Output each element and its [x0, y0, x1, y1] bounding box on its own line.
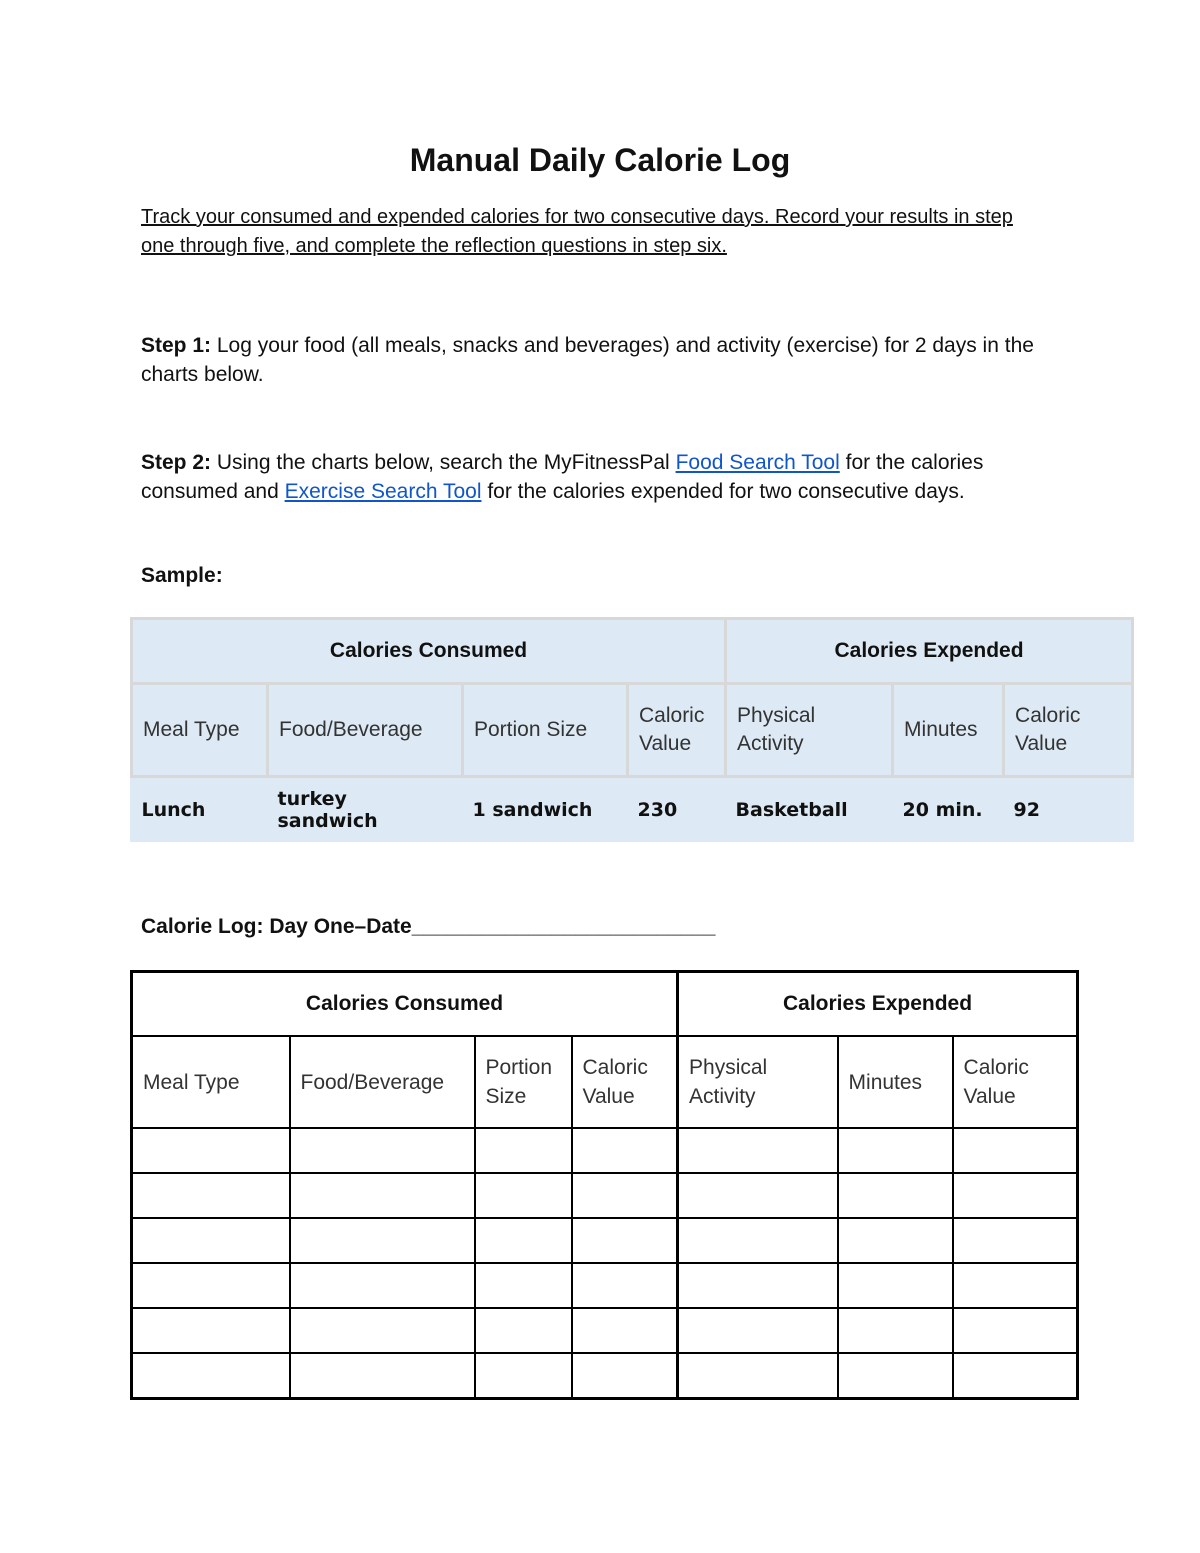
log-entry-cell[interactable] [838, 1218, 953, 1263]
step-2 [141, 448, 1061, 506]
step-2-text-a: Using the charts below, search the MyFitnessPal [211, 451, 676, 474]
log-entry-cell[interactable] [572, 1308, 678, 1353]
step-2-text-c: for the calories expended for two consecutive days. [481, 480, 965, 503]
log-entry-cell[interactable] [678, 1173, 838, 1218]
log-entry-cell[interactable] [290, 1353, 475, 1399]
log-entry-cell[interactable] [290, 1173, 475, 1218]
log-entry-cell[interactable] [838, 1128, 953, 1173]
log-entry-cell[interactable] [132, 1128, 290, 1173]
log-entry-row [132, 1308, 1078, 1353]
log-entry-cell[interactable] [290, 1308, 475, 1353]
log-entry-cell[interactable] [572, 1353, 678, 1399]
step-1-text: Log your food (all meals, snacks and beverages) and activity (exercise) for 2 days in the charts below. [141, 334, 1034, 386]
log-entry-cell[interactable] [475, 1353, 572, 1399]
log-entry-cell[interactable] [953, 1173, 1078, 1218]
log-col-caloric-value: Caloric Value [572, 1036, 678, 1128]
log-entry-cell[interactable] [953, 1218, 1078, 1263]
sample-col-meal-type: Meal Type [132, 684, 268, 777]
step-1-label: Step 1: [141, 334, 212, 357]
day-one-label: Calorie Log: Day One–Date__________________________ [141, 915, 716, 938]
log-entry-cell[interactable] [475, 1308, 572, 1353]
log-entry-cell[interactable] [475, 1218, 572, 1263]
sample-cell-caloric-value-expended: 92 [1013, 799, 1040, 821]
sample-label: Sample: [141, 564, 223, 587]
log-entry-cell[interactable] [838, 1308, 953, 1353]
log-entry-cell[interactable] [572, 1173, 678, 1218]
food-search-tool-link[interactable]: Food Search Tool [675, 451, 840, 474]
log-entry-cell[interactable] [475, 1173, 572, 1218]
log-col-food-beverage: Food/Beverage [290, 1036, 475, 1128]
sample-cell-food-beverage: turkey sandwich [277, 788, 378, 832]
log-entry-cell[interactable] [290, 1263, 475, 1308]
log-entry-cell[interactable] [678, 1263, 838, 1308]
sample-cell-physical-activity: Basketball [735, 799, 848, 821]
sample-col-physical-activity: Physical Activity [726, 684, 893, 777]
sample-col-caloric-value: Caloric Value [628, 684, 726, 777]
log-entry-cell[interactable] [132, 1263, 290, 1308]
intro-text: Track your consumed and expended calories for two consecutive days. Record your results in step one through five, and complete the reflection questions in step six. [141, 206, 1013, 257]
exercise-search-tool-link[interactable]: Exercise Search Tool [284, 480, 482, 503]
log-entry-cell[interactable] [953, 1263, 1078, 1308]
log-entry-row [132, 1218, 1078, 1263]
page-title: Manual Daily Calorie Log [409, 142, 791, 178]
log-entry-cell[interactable] [838, 1263, 953, 1308]
log-entry-row [132, 1173, 1078, 1218]
log-entry-cell[interactable] [678, 1128, 838, 1173]
log-entry-cell[interactable] [290, 1128, 475, 1173]
log-header-expended: Calories Expended [678, 972, 1078, 1037]
log-col-meal-type: Meal Type [132, 1036, 290, 1128]
step-2-label: Step 2: [141, 451, 212, 474]
log-entry-cell[interactable] [953, 1128, 1078, 1173]
sample-cell-portion-size: 1 sandwich [472, 799, 593, 821]
sample-col-portion-size: Portion Size [463, 684, 628, 777]
sample-cell-meal-type: Lunch [141, 799, 206, 821]
log-entry-cell[interactable] [838, 1353, 953, 1399]
log-entry-cell[interactable] [678, 1218, 838, 1263]
day-one-log-table [130, 970, 1079, 1400]
log-header-consumed: Calories Consumed [132, 972, 678, 1037]
sample-header-expended: Calories Expended [726, 619, 1133, 684]
log-entry-cell[interactable] [678, 1308, 838, 1353]
log-col-minutes: Minutes [838, 1036, 953, 1128]
step-1 [141, 331, 1061, 389]
log-entry-cell[interactable] [953, 1308, 1078, 1353]
log-entry-row [132, 1128, 1078, 1173]
log-entry-cell[interactable] [572, 1128, 678, 1173]
log-col-portion-size: Portion Size [475, 1036, 572, 1128]
sample-col-food-beverage: Food/Beverage [268, 684, 463, 777]
sample-header-consumed: Calories Consumed [132, 619, 726, 684]
log-entry-cell[interactable] [838, 1173, 953, 1218]
step-2-text-b: for the calories consumed and [141, 451, 984, 503]
log-entry-row [132, 1263, 1078, 1308]
log-entry-cell[interactable] [475, 1128, 572, 1173]
log-col-physical-activity: Physical Activity [678, 1036, 838, 1128]
log-entry-cell[interactable] [475, 1263, 572, 1308]
log-entry-cell[interactable] [132, 1218, 290, 1263]
log-col-caloric-value-expended: Caloric Value [953, 1036, 1078, 1128]
sample-col-caloric-value-expended: Caloric Value [1004, 684, 1133, 777]
sample-col-minutes: Minutes [893, 684, 1004, 777]
log-entry-cell[interactable] [290, 1218, 475, 1263]
sample-cell-caloric-value: 230 [637, 799, 678, 821]
sample-table [130, 617, 1134, 842]
log-entry-cell[interactable] [132, 1353, 290, 1399]
log-entry-cell[interactable] [572, 1218, 678, 1263]
log-entry-cell[interactable] [953, 1353, 1078, 1399]
log-entry-cell[interactable] [572, 1263, 678, 1308]
log-entry-cell[interactable] [132, 1308, 290, 1353]
log-entry-cell[interactable] [678, 1353, 838, 1399]
log-entry-cell[interactable] [132, 1173, 290, 1218]
log-entry-row [132, 1353, 1078, 1399]
sample-cell-minutes: 20 min. [902, 799, 983, 821]
